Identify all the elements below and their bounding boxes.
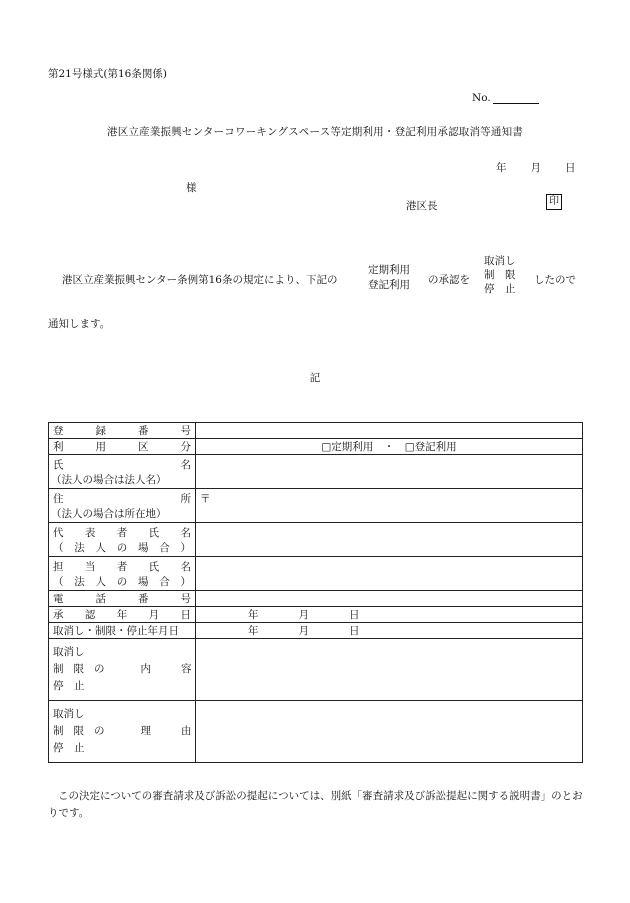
action-options — [484, 254, 516, 296]
usage-type-field[interactable]: □定期利用 ・ □登記利用 — [196, 439, 583, 455]
rep-name-label: 代 表 者 氏 名 （ 法 人 の 場 合 ） — [49, 523, 196, 557]
table-row — [49, 557, 583, 591]
table-row — [49, 623, 583, 639]
document-number — [472, 92, 539, 104]
table-row — [49, 423, 583, 439]
form-number: 第21号様式(第16条関係) — [48, 68, 167, 80]
day-unit: 日 — [565, 162, 576, 174]
approval-date-field[interactable]: 年 月 日 — [196, 607, 583, 623]
action-option-restrict: 制 限 — [484, 269, 516, 281]
reason-field[interactable] — [196, 701, 583, 763]
body-text-1: 港区立産業振興センター条例第16条の規定により、下記の — [62, 274, 338, 286]
table-row — [49, 439, 583, 455]
footer-note: この決定についての審査請求及び訴訟の提起については、別紙「審査請求及び訴訟提起に関する説明書」のとおりです。 — [48, 790, 583, 819]
reason-label: 取消し 制 限 の 理 由 停 止 — [49, 701, 196, 763]
address-label: 住 所 （法人の場合は所在地） — [49, 489, 196, 523]
table-row — [49, 639, 583, 701]
usage-type-label: 利 用 区 分 — [49, 439, 196, 455]
cancel-date-field[interactable]: 年 月 日 — [196, 623, 583, 639]
content-label: 取消し 制 限 の 内 容 停 止 — [49, 639, 196, 701]
number-label: No. — [472, 92, 491, 104]
phone-label: 電 話 番 号 — [49, 591, 196, 607]
action-option-cancel: 取消し — [484, 255, 516, 267]
table-row — [49, 523, 583, 557]
issuer-name: 港区長 — [406, 200, 438, 212]
seal-mark: 印 — [546, 194, 562, 210]
usage-options — [368, 263, 410, 293]
postal-mark: 〒 — [200, 493, 211, 505]
approval-date-label: 承 認 年 月 日 — [49, 607, 196, 623]
table-row — [49, 591, 583, 607]
table-row — [49, 489, 583, 523]
ki-heading: 記 — [309, 372, 321, 384]
action-option-suspend: 停 止 — [484, 283, 516, 295]
reg-no-label: 登 録 番 号 — [49, 423, 196, 439]
contact-name-field[interactable] — [196, 557, 583, 591]
usage-option-regular: 定期利用 — [368, 264, 410, 276]
year-unit: 年 — [496, 162, 507, 174]
cancel-date-label: 取消し・制限・停止年月日 — [49, 623, 196, 639]
usage-option-registration: 登記利用 — [368, 279, 410, 291]
table-row — [49, 455, 583, 489]
phone-field[interactable] — [196, 591, 583, 607]
issue-date — [496, 160, 576, 175]
content-field[interactable] — [196, 639, 583, 701]
rep-name-field[interactable] — [196, 523, 583, 557]
body-text-4: 通知します。 — [48, 318, 111, 330]
month-unit: 月 — [530, 162, 541, 174]
body-text-3: したので — [534, 274, 576, 286]
details-table — [48, 422, 583, 763]
body-text-2: の承認を — [428, 274, 470, 286]
number-field[interactable] — [493, 93, 539, 104]
reg-no-field[interactable] — [196, 423, 583, 439]
name-field[interactable] — [196, 455, 583, 489]
table-row — [49, 607, 583, 623]
table-row — [49, 701, 583, 763]
page-title: 港区立産業振興センターコワーキングスペース等定期利用・登記利用承認取消等通知書 — [107, 126, 523, 138]
contact-name-label: 担 当 者 氏 名 （ 法 人 の 場 合 ） — [49, 557, 196, 591]
addressee-suffix: 様 — [186, 182, 197, 194]
name-label: 氏 名 （法人の場合は法人名） — [49, 455, 196, 489]
address-field[interactable] — [196, 489, 583, 523]
